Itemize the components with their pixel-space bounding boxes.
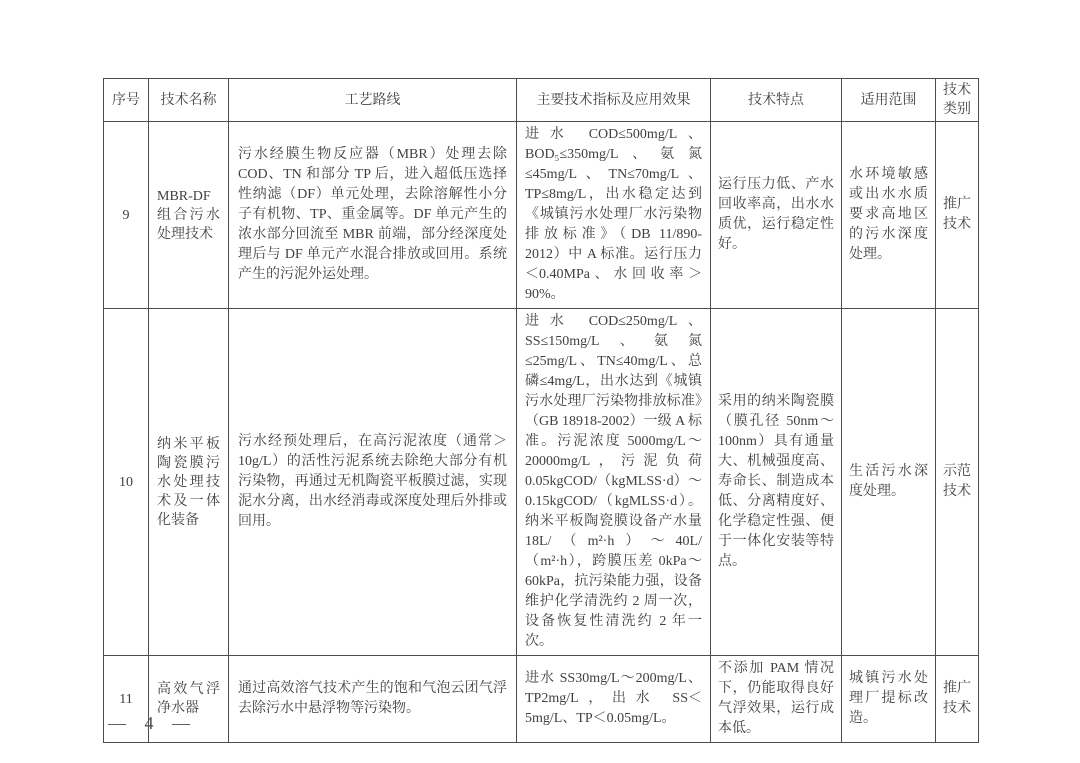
table-row bbox=[104, 656, 979, 743]
page-number: — 4 — bbox=[108, 713, 192, 733]
table-header-row bbox=[104, 79, 979, 122]
header-serial-number: 序号 bbox=[104, 79, 149, 122]
cell-technical-indicators: 进水 COD≤500mg/L、BOD₅≤350mg/L、氨氮≤45mg/L、TN≤70mg/L、TP≤8mg/L，出水稳定达到《城镇污水处理厂水污染物排放标准》（DB 11/890-2012）中 A 标准。运行压力＜0.40MPa、水回收率＞90%。 bbox=[517, 122, 711, 309]
cell-serial-number: 10 bbox=[104, 309, 149, 656]
cell-applicable-scope: 生活污水深度处理。 bbox=[842, 309, 936, 656]
cell-technical-indicators: 进水 COD≤250mg/L、SS≤150mg/L、氨氮≤25mg/L、TN≤40mg/L、总磷≤4mg/L，出水达到《城镇污水处理厂污染物排放标准》（GB 18918-2002）一级 A 标准。污泥浓度 5000mg/L～20000mg/L，污泥负荷 0.05kgCOD/（kgMLSS·d）～0.15kgCOD/（kgMLSS·d）。纳米平板陶瓷膜设备产水量 18L/（m²·h）～40L/（m²·h），跨膜压差 0kPa～60kPa，抗污染能力强，设备维护化学清洗约 2 周一次，设备恢复性清洗约 2 年一次。 bbox=[517, 309, 711, 656]
cell-technical-features: 采用的纳米陶瓷膜（膜孔径 50nm～100nm）具有通量大、机械强度高、寿命长、制造成本低、分离精度好、化学稳定性强、便于一体化安装等特点。 bbox=[711, 309, 842, 656]
cell-technology-category: 推广技术 bbox=[936, 656, 979, 743]
cell-serial-number: 11 bbox=[104, 656, 149, 743]
cell-process-route: 通过高效溶气技术产生的饱和气泡云团气浮去除污水中悬浮物等污染物。 bbox=[229, 656, 517, 743]
cell-technology-name: 高效气浮净水器 bbox=[149, 656, 229, 743]
header-technical-indicators: 主要技术指标及应用效果 bbox=[517, 79, 711, 122]
header-technology-category: 技术类别 bbox=[936, 79, 979, 122]
header-technical-features: 技术特点 bbox=[711, 79, 842, 122]
cell-applicable-scope: 水环境敏感或出水水质要求高地区的污水深度处理。 bbox=[842, 122, 936, 309]
header-applicable-scope: 适用范围 bbox=[842, 79, 936, 122]
cell-technical-features: 运行压力低、产水回收率高，出水水质优，运行稳定性好。 bbox=[711, 122, 842, 309]
cell-technology-category: 示范技术 bbox=[936, 309, 979, 656]
table-row bbox=[104, 309, 979, 656]
table-row bbox=[104, 122, 979, 309]
cell-process-route: 污水经膜生物反应器（MBR）处理去除 COD、TN 和部分 TP 后，进入超低压选择性纳滤（DF）单元处理，去除溶解性小分子有机物、TP、重金属等。DF 单元产生的浓水部分回流至 MBR 前端，部分经深度处理后与 DF 单元产水混合排放或回用。系统产生的污泥外运处理。 bbox=[229, 122, 517, 309]
cell-serial-number: 9 bbox=[104, 122, 149, 309]
cell-technology-name: MBR-DF 组合污水处理技术 bbox=[149, 122, 229, 309]
cell-applicable-scope: 城镇污水处理厂提标改造。 bbox=[842, 656, 936, 743]
cell-technical-indicators: 进水 SS30mg/L～200mg/L、TP2mg/L，出水 SS＜5mg/L、TP＜0.05mg/L。 bbox=[517, 656, 711, 743]
cell-technology-category: 推广技术 bbox=[936, 122, 979, 309]
header-technology-name: 技术名称 bbox=[149, 79, 229, 122]
cell-technical-features: 不添加 PAM 情况下，仍能取得良好气浮效果，运行成本低。 bbox=[711, 656, 842, 743]
cell-technology-name: 纳米平板陶瓷膜污水处理技术及一体化装备 bbox=[149, 309, 229, 656]
cell-process-route: 污水经预处理后，在高污泥浓度（通常＞10g/L）的活性污泥系统去除绝大部分有机污染物，再通过无机陶瓷平板膜过滤，实现泥水分离，出水经消毒或深度处理后外排或回用。 bbox=[229, 309, 517, 656]
header-process-route: 工艺路线 bbox=[229, 79, 517, 122]
technology-table bbox=[103, 78, 979, 743]
